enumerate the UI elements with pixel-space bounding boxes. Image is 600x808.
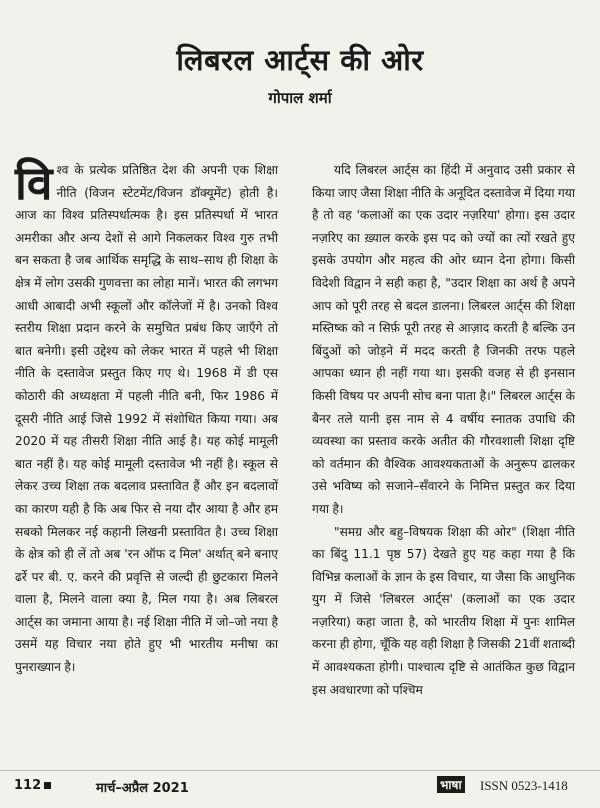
issue-date: मार्च–अप्रैल 2021	[96, 781, 189, 796]
page-footer	[0, 770, 600, 797]
magazine-logo: भाषा	[437, 776, 465, 793]
left-column	[15, 156, 278, 679]
page-number: 112	[14, 778, 55, 793]
issn-number: ISSN 0523-1418	[480, 778, 568, 793]
article-author: गोपाल शर्मा	[268, 89, 332, 107]
intro-paragraph	[15, 156, 278, 679]
holistic-education-paragraph: "समग्र और बहु–विषयक शिक्षा की ओर" (शिक्षा नीति का बिंदु 11.1 पृष्ठ 57) देखते हुए यह कहा गया है कि विभिन्न कलाओं के ज्ञान के इस विचार, या जैसा कि आधुनिक युग में जिसे 'लिबरल आर्ट्स' (कलाओं का एक उदार नज़रिया) कहा जाता है, को भारतीय शिक्षा में पुनः शामिल करना ही होगा, चूँकि यह वही शिक्षा है जिसकी 21वीं शताब्दी में आवश्यकता होगी। पाश्चात्य दृष्टि से आतंकित कुछ विद्वान इस अवधारणा को पश्चिम	[312, 524, 575, 697]
drop-cap: वि	[15, 156, 53, 210]
intro-paragraph-text: श्व के प्रत्येक प्रतिष्ठित देश की अपनी एक शिक्षा नीति (विजन स्टेटमेंट/विजन डॉक्यूमेंट) होती है। आज का विश्व प्रतिस्पर्धात्मक है। इस प्रतिस्पर्धा में भारत अमरीका और अन्य देशों से आगे निकलकर विश्व गुरु तभी बन सकता है जब आर्थिक समृद्धि के साथ–साथ ही शिक्षा के क्षेत्र में लोग उसकी गुणवत्ता का लोहा मानें। भारत की लगभग आधी आबादी अभी स्कूलों और कॉलेजों में है। उनको विश्व स्तरीय शिक्षा प्रदान करने के समुचित प्रबंध किए जाएँगे तो बात बनेगी। इसी उद्देश्य को लेकर भारत में पहले भी शिक्षा नीति के दस्तावेज प्रस्तुत किए गए थे। 1968 में डी एस कोठारी की अध्यक्षता में पहली नीति बनी, फिर 1986 में दूसरी नीति आई जिसे 1992 में संशोधित किया गया। अब 2020 में यह तीसरी शिक्षा नीति आई है। यह कोई मामूली बात नहीं है। यह कोई मामूली दस्तावेज भी नहीं है। स्कूल से लेकर उच्च शिक्षा तक बदलाव प्रस्तावित हैं और इन बदलावों का कारण यही है कि अब फिर से नया दौर आया है और हम सबको मिलकर नई कहानी लिखनी प्रस्तावित है। उच्च शिक्षा के क्षेत्र को ही लें तो अब 'रन ऑफ द मिल' अर्थात् बने बनाए ढर्रे पर बी. ए. करने की प्रवृत्ति से जल्दी ही छुटकारा मिलने वाला है, मिलने वाला क्या है, मिल गया है। अब लिबरल आर्ट्स का जमाना आया है। नई शिक्षा नीति में जो–जो नया है उसमें यह विचार नया होते हुए भी भारतीय मनीषा का पुनराख्यान है।	[15, 163, 278, 675]
right-column	[312, 159, 575, 701]
article-title: लिबरल आर्ट्स की ओर	[176, 43, 424, 77]
square-bullet-icon	[44, 782, 51, 789]
liberal-arts-paragraph: यदि लिबरल आर्ट्स का हिंदी में अनुवाद उसी प्रकार से किया जाए जैसा शिक्षा नीति के अनूदित दस्तावेज में दिया गया है तो वह 'कलाओं का एक उदार नज़रिया' होगा। इस उदार नज़रिए का ख़्याल करके इस पद को ज्यों का त्यों रखते हुए इसके उपयोग और महत्व की ओर ध्यान देना होगा। किसी विदेशी विद्वान ने सही कहा है, "उदार शिक्षा का अर्थ है अपने आप को पूरी तरह से बदल डालना। लिबरल आर्ट्स की शिक्षा मस्तिष्क को न सिर्फ़ पूरी तरह से आज़ाद करती है बल्कि उन बिंदुओं को जोड़ने में मदद करती है जिनकी तरफ पहले आपका ध्यान ही नहीं गया था। इसकी वजह से ही इनसान किसी विषय पर अपनी सोच बना पाता है।" लिबरल आर्ट्स के बैनर तले यानी इस नाम से 4 वर्षीय स्नातक उपाधि की व्यवस्था का प्रस्ताव करके अतीत की गौरवशाली शिक्षा दृष्टि को वर्तमान की वैश्विक आवश्यकताओं के अनुरूप ढालकर उसे भविष्य को सजाने–सँवारने के निमित्त प्रस्तुत कर दिया गया है।	[312, 163, 575, 516]
